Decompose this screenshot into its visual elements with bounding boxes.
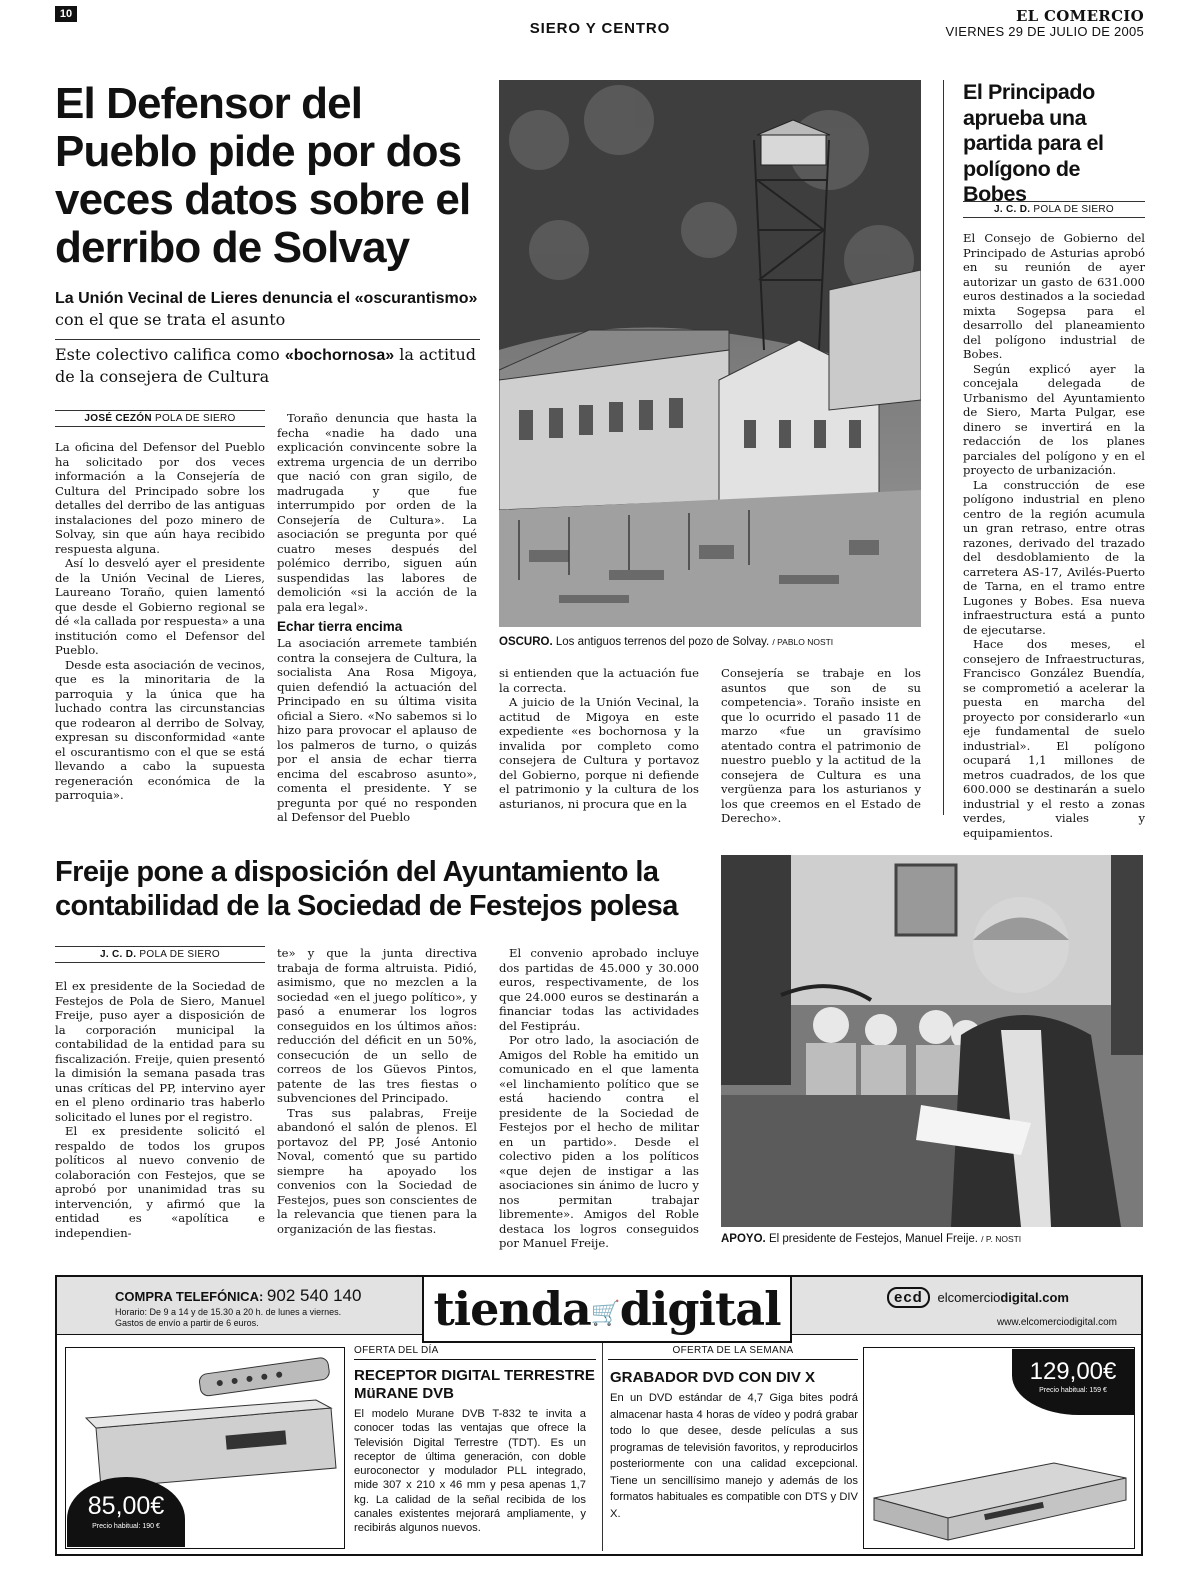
photo1-caption — [499, 636, 929, 648]
article2-headline: Freije pone a disposición del Ayuntamiento la contabilidad de la Sociedad de Festejos polesa — [55, 856, 678, 922]
offer-week-label: OFERTA DE LA SEMANA — [608, 1345, 858, 1360]
article2-col3-p2: Por otro lado, la asociación de Amigos del Roble ha emitido un comunicado en el que lamenta «el linchamiento político que se está haciendo contra el presidente de la Sociedad de Festejos por el hecho de militar en un partido». Desde el colectivo piden a los políticos «que dejen de instigar a las asociaciones sin ánimo de lucro y nos permitan trabajar libremente». Amigos del Roble destaca los logros conseguidos por Manuel Freije. — [499, 1033, 699, 1250]
freije-illustration — [721, 855, 1143, 1227]
photo2-credit: / P. NOSTI — [981, 1234, 1022, 1244]
ad-brand — [887, 1287, 1069, 1308]
photo1-caption-label: OSCURO. — [499, 636, 553, 648]
article1-col1-p3: Desde esta asociación de vecinos, que es la minoritaria de la parroquia y la única que ha luchado contra las circunstancias que rodearon al derribo de Solvay, expresan su disconformidad «ante el oscurantismo con el que se está llevando a cabo la supuesta regeneración económica de la parroquia». — [55, 657, 265, 802]
article1-col1 — [55, 440, 265, 803]
product2-old-price: Precio habitual: 159 € — [1039, 1387, 1107, 1394]
solvay-mine-illustration — [499, 80, 921, 627]
subhead1-part-b: «oscurantismo» — [354, 290, 478, 307]
article1-col4-p1: Consejería se trabaje en los asuntos que son de su competencia». Toraño insiste en que lo ocurrido el pasado 11 de marzo «fue un gravísimo atentado contra el patrimonio de nuestro pueblo y la actitud de la consejera de Cultura es una vergüenza para los asturianos y los que creemos en el Estado de Derecho». — [721, 666, 921, 825]
photo2-caption-text: El presidente de Festejos, Manuel Freije. — [768, 1233, 978, 1245]
article1-col1-p1: La oficina del Defensor del Pueblo ha solicitado por dos veces información a la Consejería de Cultura del Principado sobre los detalles del derribo de las antiguas instalaciones del pozo minero de Solvay, sin que aún haya recibido respuesta alguna. — [55, 440, 265, 556]
article1-col3-p1: si entienden que la actuación fue la correcta. — [499, 666, 699, 695]
product1-title: RECEPTOR DIGITAL TERRESTRE MüRANE DVB — [354, 1367, 595, 1402]
sidebar-headline: El Principado aprueba una partida para el polígono de Bobes — [963, 80, 1104, 206]
solvay-mine-photo — [499, 80, 921, 627]
offer-day-label: OFERTA DEL DÍA — [354, 1345, 596, 1360]
ad-logo-tienda: tienda — [433, 1282, 591, 1336]
ad-shipping: Gastos de envío a partir de 6 euros. — [115, 1318, 259, 1328]
photo1-credit: / PABLO NOSTI — [772, 637, 834, 647]
article1-headline: El Defensor del Pueblo pide por dos veces datos sobre el derribo de Solvay — [55, 79, 471, 272]
cart-icon: 🛒 — [590, 1298, 620, 1327]
ad-brand-badge: ecd — [887, 1287, 930, 1308]
article2-byline-author: J. C. D. — [100, 949, 137, 960]
ad-brand-name-b: digital.com — [1000, 1290, 1069, 1305]
product1-price: 85,00€ — [87, 1492, 165, 1520]
article1-col3 — [499, 666, 699, 811]
photo2-caption-label: APOYO. — [721, 1233, 766, 1245]
product1-price-badge — [67, 1477, 185, 1547]
sidebar-body — [963, 231, 1145, 840]
ad-phone-number: 902 540 140 — [266, 1286, 362, 1305]
article1-col4 — [721, 666, 921, 826]
article2-col2-p2: Tras sus palabras, Freije abandonó el salón de plenos. El portavoz del PP, José Antonio Noval, comentó que su partido siempre ha apoyado los convenios con la Sociedad de Festejos, pues son conscientes de la relevancia que tienen para la organización de las fiestas. — [277, 1105, 477, 1236]
article1-col2-p2: La asociación arremete también contra la consejera de Cultura, la socialista Ana Rosa Migoya, quien defendió la actuación del Principado en su última visita oficial a Siero. «No sabemos si lo hizo para provocar el aplauso de los palmeros de turno, o quizás por el ansia de echar tierra encima del escabroso asunto», comenta el presidente. Y se pregunta por qué no responden al Defensor del Pueblo — [277, 636, 477, 824]
article2-byline-place: POLA DE SIERO — [139, 949, 220, 960]
sidebar-byline-author: J. C. D. — [994, 204, 1031, 215]
tienda-digital-ad — [55, 1275, 1143, 1556]
ad-logo — [422, 1277, 792, 1343]
issue-date: VIERNES 29 DE JULIO DE 2005 — [945, 24, 1144, 39]
sidebar-byline-place: POLA DE SIERO — [1033, 204, 1114, 215]
subhead1-part-a: La Unión Vecinal de Lieres denuncia el — [55, 290, 351, 307]
ad-logo-digital: digital — [619, 1282, 781, 1336]
article1-byline — [55, 410, 265, 427]
article2-col2-p1: te» y que la junta directiva trabaja de forma altruista. Pidió, asimismo, que no mezclen a la sociedad «en el juego político», y pasó a enumerar los logros conseguidos en los últimos años: reducción del déficit en un 50%, consecución de un sello de correos de los Güevos Pintos, patente de las tres fiestas o subvenciones del Principado. — [277, 946, 477, 1105]
freije-photo — [721, 855, 1143, 1227]
subhead2-part-a: Este colectivo califica como — [55, 345, 280, 364]
sidebar-byline — [963, 201, 1145, 218]
sidebar-p4: Hace dos meses, el consejero de Infraestructuras, Francisco González Buendía, se comprometió a acelerar la puesta en marcha del proyecto por considerarlo «un eje fundamental de suelo industrial». El polígono ocupará 1,1 millones de metros cuadrados, de los que 600.000 se destinarán a suelo industrial y el resto a zonas verdes, viales y equipamientos. — [963, 637, 1145, 840]
subhead2-part-c: la actitud de la consejera de Cultura — [55, 345, 477, 386]
product2-price: 129,00€ — [1029, 1358, 1117, 1385]
ad-brand-name-a: elcomercio — [937, 1290, 1001, 1305]
product2-title: GRABADOR DVD CON DIV X — [610, 1369, 816, 1386]
article1-col3-p2: A juicio de la Unión Vecinal, la actitud de Migoya en este expediente «es bochornosa y la invalida por completo como consejera de Cultura y portavoz del Gobierno, porque ni defiende el patrimonio y la cultura de los asturianos, ni procura que en la — [499, 695, 699, 811]
article2-col3-p1: El convenio aprobado incluye dos partidas de 45.000 y 30.000 euros, respectivamente, de los que 24.000 euros se destinarán a financiar todas las actividades del Festipráu. — [499, 946, 699, 1033]
photo1-caption-text: Los antiguos terrenos del pozo de Solvay. — [555, 636, 770, 648]
product2-description: En un DVD estándar de 4,7 Giga bites podrá almacenar hasta 4 horas de vídeo y podrá grabar todo lo que desee, desde películas a sus programas de televisión favoritos, y reproducirlos posteriormente con una calidad excepcional. Tiene un sencillísimo manejo y además de los formatos habituales es compatible con DTS y DIV X. — [610, 1392, 858, 1520]
subhead2-part-b: «bochornosa» — [284, 347, 395, 364]
article2-col3 — [499, 946, 699, 1251]
article2-col1 — [55, 979, 265, 1240]
article1-col2-p1: Toraño denuncia que hasta la fecha «nadie ha dado una explicación convincente sobre la extrema urgencia de un derribo que nació con gran sigilo, de madrugada y que fue interrumpido por orden de la Consejería de Cultura». La asociación se pregunta por qué cuatro meses después del polémico derribo, siguen aún suspendidas las labores de demolición «si la acción de la pala era legal». — [277, 411, 477, 614]
sidebar-p3: La construcción de ese polígono industrial en pleno centro de la región acumula un gran retraso, entre otras razones, derivado del trazado del desdoblamiento de la carretera AS-17, Avilés-Puerto de Tarna, en el tramo entre Lugones y Bobes. Esa nueva infraestructura está a punto de ejecutarse. — [963, 477, 1145, 637]
newspaper-name: EL COMERCIO — [1015, 7, 1144, 25]
article1-subhead-divider — [55, 339, 480, 340]
page-number: 10 — [55, 6, 77, 22]
ad-offers-divider — [602, 1343, 603, 1551]
sidebar-divider — [943, 80, 944, 815]
article2-col2 — [277, 946, 477, 1236]
subhead1-part-c: con el que se trata el asunto — [55, 310, 286, 329]
ad-phone-label: COMPRA TELEFÓNICA: — [115, 1289, 264, 1304]
section-title: SIERO Y CENTRO — [529, 20, 671, 37]
article2-col1-p2: El ex presidente solicitó el respaldo de todos los grupos políticos al nuevo convenio de colaboración con Festejos, que se aprobó por unanimidad tras su intervención, y afirmó que la entidad es «apolítica e independien- — [55, 1124, 265, 1240]
photo2-caption — [721, 1233, 1151, 1245]
sidebar-p1: El Consejo de Gobierno del Principado de Asturias aprobó en su reunión de ayer autorizar un gasto de 631.000 euros destinados a la sociedad mixta Sogepsa para el desarrollo del planeamiento del polígono industrial de Bobes. — [963, 231, 1145, 361]
article1-col2-subhead: Echar tierra encima — [277, 619, 403, 634]
article1-byline-author: JOSÉ CEZÓN — [84, 413, 152, 424]
article2-col1-p1: El ex presidente de la Sociedad de Festejos de Pola de Siero, Manuel Freije, puso ayer a disposición de la corporación municipal la contabilidad de la entidad para su fiscalización. Freije, quien presentó la dimisión la semana pasada tras unas críticas del PP, intervino ayer en el pleno ordinario tras haberlo solicitado el lunes por el registro. — [55, 979, 265, 1124]
article1-subhead1 — [55, 288, 495, 331]
product1-old-price: Precio habitual: 190 € — [92, 1523, 160, 1530]
ad-hours: Horario: De 9 a 14 y de 15.30 a 20 h. de lunes a viernes. — [115, 1307, 342, 1317]
ad-url[interactable]: www.elcomerciodigital.com — [996, 1317, 1117, 1328]
article1-subhead2 — [55, 344, 485, 387]
article1-col1-p2: Así lo desveló ayer el presidente de la Unión Vecinal de Lieres, Laureano Toraño, quien lamentó que desde el Gobierno regional se dé «la callada por respuesta» a una institución como el Defensor del Pueblo. — [55, 556, 265, 657]
article1-col2 — [277, 411, 477, 825]
article2-byline — [55, 946, 265, 963]
sidebar-p2: Según explicó ayer la concejala delegada de Urbanismo del Ayuntamiento de Siero, Marta Pulgar, ese dinero se invertirá en la redacción de los planes parciales del polígono y en el proyecto de urbanización. — [963, 361, 1145, 477]
ad-phone-line — [115, 1286, 361, 1306]
article1-byline-place: POLA DE SIERO — [154, 413, 236, 424]
product1-description: El modelo Murane DVB T-832 te invita a conocer todas las ventajas que ofrece la Televisión Digital Terrestre (TDT). Es un receptor de última generación, con doble euroconector y modulador PLL integrado, mide 307 x 210 x 46 mm y pesa apenas 1,7 kg. La calidad de la señal recibida de los canales existentes mejorará ampliamente, y recibirás algunos nuevos. — [354, 1408, 586, 1535]
